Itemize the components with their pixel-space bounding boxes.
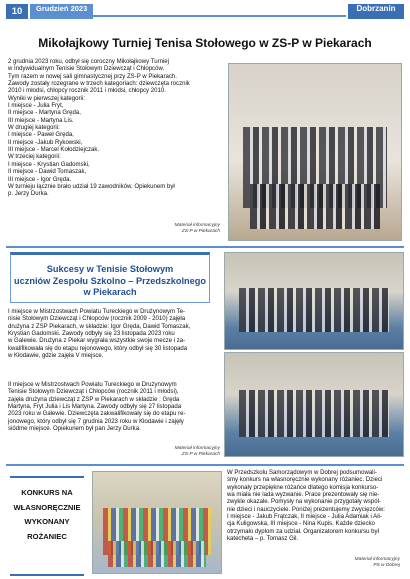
article1-line: I miejsce - Paweł Gręda, [8,132,74,139]
tournament-group-photo [228,63,402,241]
article2-line: w Galewie. Drużyna z Piekar wygrała wszystkie swoje mecze i za- [8,338,186,345]
article1-line: III miejsce - Martyna Lis. [8,117,74,124]
article1-line: Zawody zostały rozegrane w trzech kategoriach: dziewczęta rocznik [8,81,190,88]
credit-line: ZS-P w Piekarach [181,451,220,457]
title-line: w Piekarach [83,287,137,297]
article2-line: nisie Stołowym Dziewcząt i Chłopców (rocznik 2009 - 2010) zajęła [8,316,186,323]
photo-people [239,390,389,437]
article3-line: wykonały przepiękne różańce dlatego komisja konkurso- [227,484,379,491]
article3-line: I miejsce - Jakub Frątczak, II miejsce - Julia Adamiak i Ali- [227,514,382,521]
article1-line: I miejsce - Julia Fryt, [8,103,64,110]
girls-team-photo [224,252,404,350]
article3-body [227,470,402,543]
article2-credit [140,446,220,457]
article1-line: II miejsce - Dawid Tomaszak, [8,169,87,176]
contest-title-box [10,476,84,576]
article1-line: III miejsce - Marcel Kołodziejczak. [8,147,100,154]
article2-line: drużyna z ZSP Piekarach, w składzie: Igor Gręda, Dawid Tomaszak, [8,323,191,330]
credit-line: Materiał informacyjny [354,557,400,562]
title-line: KONKURS NA [21,488,73,497]
issue-date: Grudzień 2023 [30,4,93,19]
article1-line: W trzeciej kategorii: [8,154,61,161]
section-divider [6,464,404,466]
title-line: WŁASNORĘCZNIE [13,502,81,512]
article3-line: zwykle okazale. Pomysły na wykonanie przygotały wspól- [227,499,381,506]
page-number: 10 [6,4,28,19]
photo-people [239,288,389,332]
photo-people [250,184,381,230]
article3-line: katecheta – p. Tomasz Gil. [227,536,299,543]
article2-line: Martyna, Fryt Julia i Lis Martyna. Zawody odbyły się 27 listopada [8,404,182,411]
article3-credit [320,557,400,568]
article2-paragraph1 [8,309,219,360]
article1-line: W turnieju łącznie brało udział 19 zawodników. Opiekunem był [8,183,175,190]
article1-line: II miejsce -Jakub Rykowski, [8,139,83,146]
article2-line: I miejsce w Mistrzostwach Powiatu Tureckiego w Drużynowym Te- [8,309,185,315]
article2-title-box [10,252,210,303]
article2-line: zajęła drużyna dziewcząt z ZSP w Piekarach w składzie : Gręda [8,396,180,403]
article3-line: wa miała nie lada wyzwanie. Prace prezentowały się nie- [227,492,380,499]
kids-group-photo [92,471,222,574]
boys-team-photo [224,352,404,457]
article1-line: 2 grudnia 2023 roku, odbył się coroczny Mikołajkowy Turniej [8,59,169,65]
photo-people [108,541,205,567]
section-divider [6,246,404,248]
article3-line: otrzymało dyplom za udział. Organizatorem konkursu był [227,528,379,535]
article3-line: śmy konkurs na własnoręcznie wykonany różaniec. Dzieci [227,477,383,484]
article2-line: kwalifikowała się do etapu rejonowego, który odbył się 30 listopada [8,345,188,352]
article2-line: II miejsce w Mistrzostwach Powiatu Tureckiego w Drużynowym [8,382,177,388]
article2-line: w Kłodawie, gdzie zajęła V miejsce. [8,353,104,360]
article1-credit [140,223,220,234]
article2-title [11,264,209,299]
page-header [6,4,404,19]
credit-line: Materiał informacyjny [174,446,220,451]
article1-line: Tym razem w nowej sali gimnastycznej przy ZS-P w Piekarach. [8,73,177,80]
credit-line: ZS-P w Piekarach [181,228,220,234]
article2-line: siódme miejsce. Opiekunem był pan Jerzy Durka. [8,426,141,433]
article1-line: w Indywidualnym Tenisie Stołowym Dziewcząt i Chłopców. [8,66,165,73]
title-line: uczniów Zespołu Szkolno – Przedszkolnego [14,275,206,286]
credit-line: Materiał informacyjny [174,223,220,228]
title-line: Sukcesy w Tenisie Stołowym [46,264,174,274]
article1-line: II miejsce - Martyna Gręda, [8,110,81,117]
article2-line: Tenisie Stołowym Dziewcząt i Chłopców (rocznik 2011 i młodsi), [8,389,179,396]
article1-line: Wyniki w pierwszej kategorii: [8,95,85,102]
newspaper-title: Dobrzanin [348,4,404,19]
article1-title: Mikołajkowy Turniej Tenisa Stołowego w ZS-P w Piekarach [38,36,372,50]
article1-body [8,59,219,199]
article1-line: I miejsce - Krystian Gadomski, [8,161,90,168]
article3-line: nie dzieci i nauczyciele. Poniżej prezentujemy zwycięzców: [227,506,385,513]
article3-line: cja Kuligowska, III miejsce - Nina Kupis. Każde dziecko [227,521,375,528]
credit-line: PS w Dobrej [373,562,400,568]
article1-line: III miejsce - Igor Gręda. [8,176,72,183]
article1-line: 2010 i młodsi, chłopcy rocznik 2011 i młodsi, chłopcy 2010. [8,88,166,95]
title-line: WYKONANY [24,517,70,526]
title-line: ROŻANIEC [27,531,67,541]
contest-title [10,486,84,544]
header-rule [86,15,346,17]
article2-line: jonowego, który odbył się 7 grudnia 2023 roku w Kłodawie i zajęły [8,418,184,425]
article3-line: W Przedszkolu Samorządowym w Dobrej podsumowali- [227,470,377,476]
article1-line: p. Jerzy Durka. [8,191,49,198]
article2-paragraph2 [8,382,219,433]
article2-line: Krystian Gadomski. Zawody odbyły się 23 listopada 2023 roku [8,331,175,338]
article2-line: 2023 roku w Galewie. Dziewczęta zakwalifikowały się do etapu re- [8,411,186,418]
article1-line: W drugiej kategorii: [8,125,60,132]
